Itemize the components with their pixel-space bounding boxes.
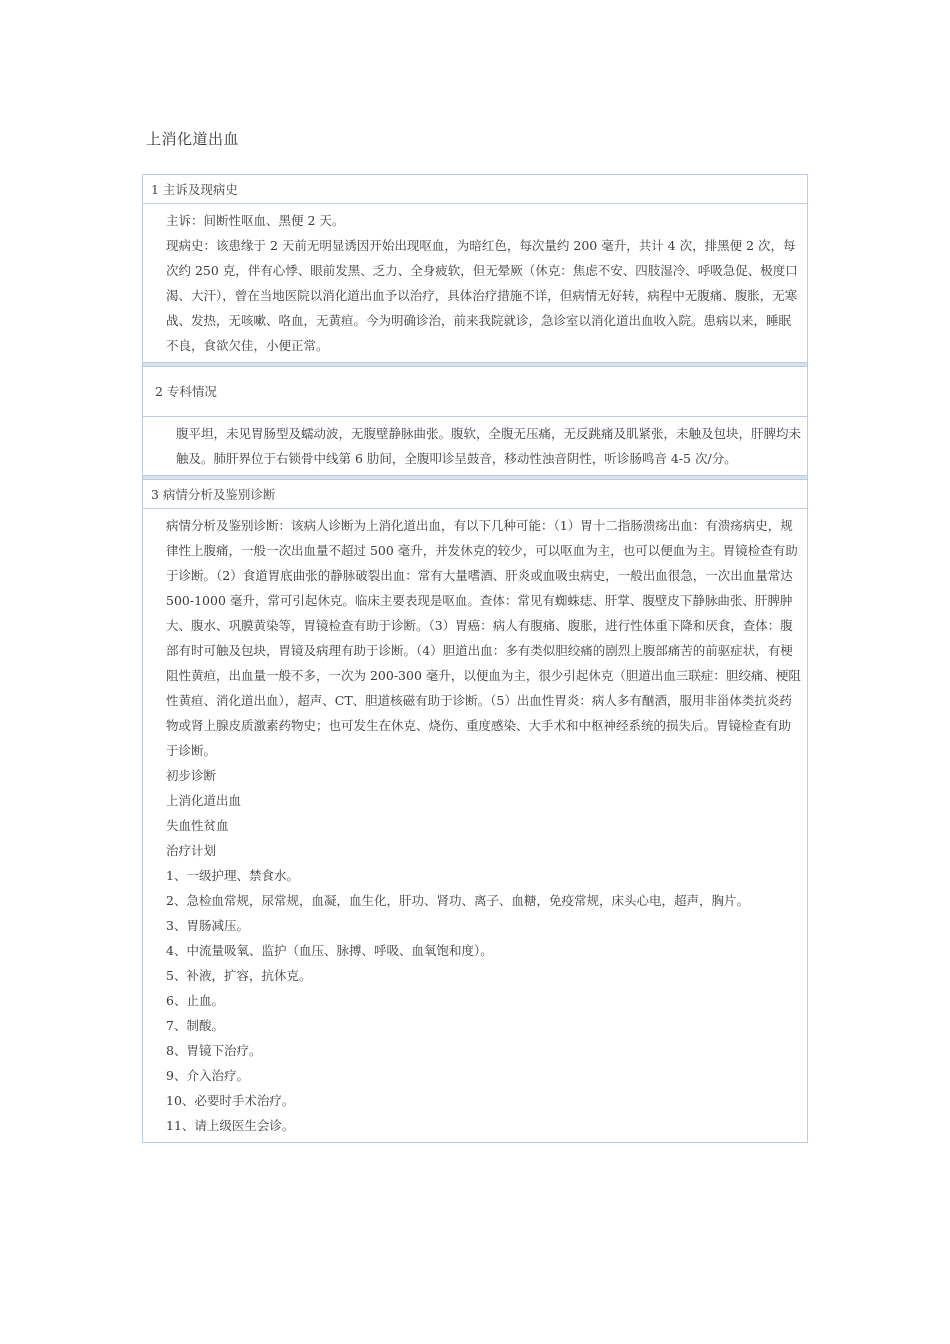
section-header-analysis-diagnosis: 3 病情分析及鉴别诊断	[143, 480, 807, 509]
treatment-item: 11、请上级医生会诊。	[166, 1118, 295, 1133]
section-header-chief-complaint: 1 主诉及现病史	[143, 175, 807, 204]
differential-diagnosis-text: 病情分析及鉴别诊断：该病人诊断为上消化道出血，有以下几种可能：（1）胃十二指肠溃疡出血：有溃疡病史，规律性上腹痛，一般一次出血量不超过 500 毫升，并发休克的较少，可以呕血为主，也可以便血为主。胃镜检查有助于诊断。（2）食道胃底曲张的静脉破裂出血：常有大量嗜酒、肝炎或血吸虫病史，一般出血很急，一次出血量常达 500-1000 毫升，常可引起休克。临床主要表现是呕血。查体：常见有蜘蛛痣、肝掌、腹壁皮下静脉曲张、肝脾肿大、腹水、巩膜黄染等，胃镜检查有助于诊断。（3）胃癌：病人有腹痛、腹胀，进行性体重下降和厌食，查体：腹部有时可触及包块，胃镜及病理有助于诊断。（4）胆道出血：多有类似胆绞痛的剧烈上腹部痛苦的前驱症状，有梗阻性黄疸，出血量一般不多，一次为 200-300 毫升，以便血为主，很少引起休克（胆道出血三联症：胆绞痛、梗阻性黄疸、消化道出血），超声、CT、胆道核磁有助于诊断。（5）出血性胃炎：病人多有酗酒，服用非甾体类抗炎药物或肾上腺皮质激素药物史；也可发生在休克、烧伤、重度感染、大手术和中枢神经系统的损失后。胃镜检查有助于诊断。	[166, 518, 801, 758]
treatment-item: 7、制酸。	[166, 1018, 224, 1033]
page-title: 上消化道出血	[146, 130, 240, 148]
treatment-item: 9、介入治疗。	[166, 1068, 249, 1083]
treatment-item: 8、胃镜下治疗。	[166, 1043, 262, 1058]
diagnosis-item: 失血性贫血	[166, 818, 229, 833]
diagnosis-item: 上消化道出血	[166, 793, 242, 808]
treatment-item: 6、止血。	[166, 993, 224, 1008]
chief-complaint-text: 主诉：间断性呕血、黑便 2 天。	[166, 213, 345, 228]
treatment-plan-heading: 治疗计划	[166, 843, 217, 858]
section-body-chief-complaint	[143, 204, 807, 362]
section-body-specialty-exam	[143, 417, 807, 475]
present-illness-text: 现病史：该患缘于 2 天前无明显诱因开始出现呕血，为暗红色，每次量约 200 毫升，共计 4 次，排黑便 2 次，每次约 250 克，伴有心悸、眼前发黑、乏力、全身疲软，但无晕厥（休克：焦虑不安、四肢湿冷、呼吸急促、极度口渴、大汗），曾在当地医院以消化道出血予以治疗，具体治疗措施不详，但病情无好转，病程中无腹痛、腹胀，无寒战、发热，无咳嗽、咯血，无黄疸。今为明确诊治，前来我院就诊，急诊室以消化道出血收入院。患病以来，睡眠不良，食欲欠佳，小便正常。	[166, 238, 798, 353]
treatment-item: 2、急检血常规，尿常规，血凝，血生化，肝功、肾功、离子、血糖，免疫常规，床头心电，超声，胸片。	[166, 893, 749, 908]
section-header-specialty-exam: 2 专科情况	[143, 367, 807, 417]
treatment-item: 3、胃肠减压。	[166, 918, 249, 933]
specialty-exam-text: 腹平坦，未见胃肠型及蠕动波，无腹壁静脉曲张。腹软，全腹无压痛，无反跳痛及肌紧张，未触及包块，肝脾均未触及。肺肝界位于右锁骨中线第 6 肋间，全腹叩诊呈鼓音，移动性浊音阴性，听诊肠鸣音 4-5 次/分。	[176, 426, 802, 466]
treatment-item: 1、一级护理、禁食水。	[166, 868, 299, 883]
section-body-analysis-diagnosis	[143, 509, 807, 1142]
treatment-item: 5、补液，扩容，抗休克。	[166, 968, 312, 983]
treatment-item: 4、中流量吸氧、监护（血压、脉搏、呼吸、血氧饱和度）。	[166, 943, 493, 958]
treatment-item: 10、必要时手术治疗。	[166, 1093, 295, 1108]
preliminary-diagnosis-heading: 初步诊断	[166, 768, 217, 783]
medical-record-table	[142, 174, 808, 1143]
